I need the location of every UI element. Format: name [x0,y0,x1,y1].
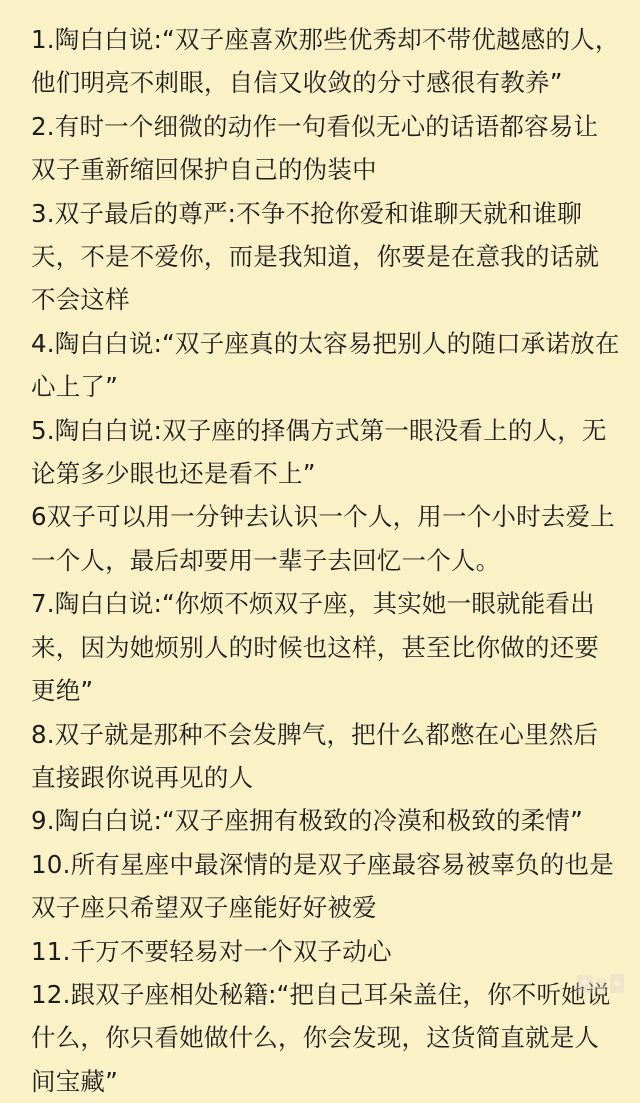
quote-item-3: 3.双子最后的尊严:不争不抢你爱和谁聊天就和谁聊天，不是不爱你，而是我知道，你要是在意我的话就不会这样 [31,198,600,315]
quote-item-2: 2.有时一个细微的动作一句看似无心的话语都容易让双子重新缩回保护自己的伪装中 [31,111,599,185]
quote-item-7: 7.陶白白说:“你烦不烦双子座，其实她一眼就能看出来，因为她烦别人的时候也这样，甚至比你做的还要更绝” [31,589,600,706]
watermark-logo-icon [574,970,628,998]
quote-item-1: 1.陶白白说:“双子座喜欢那些优秀却不带优越感的人，他们明亮不刺眼，自信又收敛的分寸感很有教养” [31,25,620,98]
quote-item-6: 6双子可以用一分钟去认识一个人，用一个小时去爱上一个人，最后却要用一辈子去回忆一个人。 [31,502,615,575]
quote-item-5: 5.陶白白说:双子座的择偶方式第一眼没看上的人，无论第多少眼也还是看不上” [31,415,607,489]
quote-item-11: 11.千万不要轻易对一个双子动心 [31,936,392,966]
quote-item-4: 4.陶白白说:“双子座真的太容易把别人的随口承诺放在心上了” [31,328,620,402]
quote-item-12: 12.跟双子座相处秘籍:“把自己耳朵盖住，你不听她说什么，你只看她做什么，你会发现，这货简直就是人间宝藏” [31,979,611,1096]
quote-list [31,18,621,1103]
quote-item-8: 8.双子就是那种不会发脾气，把什么都憋在心里然后直接跟你说再见的人 [31,719,599,792]
quote-item-10: 10.所有星座中最深情的是双子座最容易被辜负的也是双子座只希望双子座能好好被爱 [31,849,614,923]
quote-item-9: 9.陶白白说:“双子座拥有极致的冷漠和极致的柔情” [31,806,584,836]
